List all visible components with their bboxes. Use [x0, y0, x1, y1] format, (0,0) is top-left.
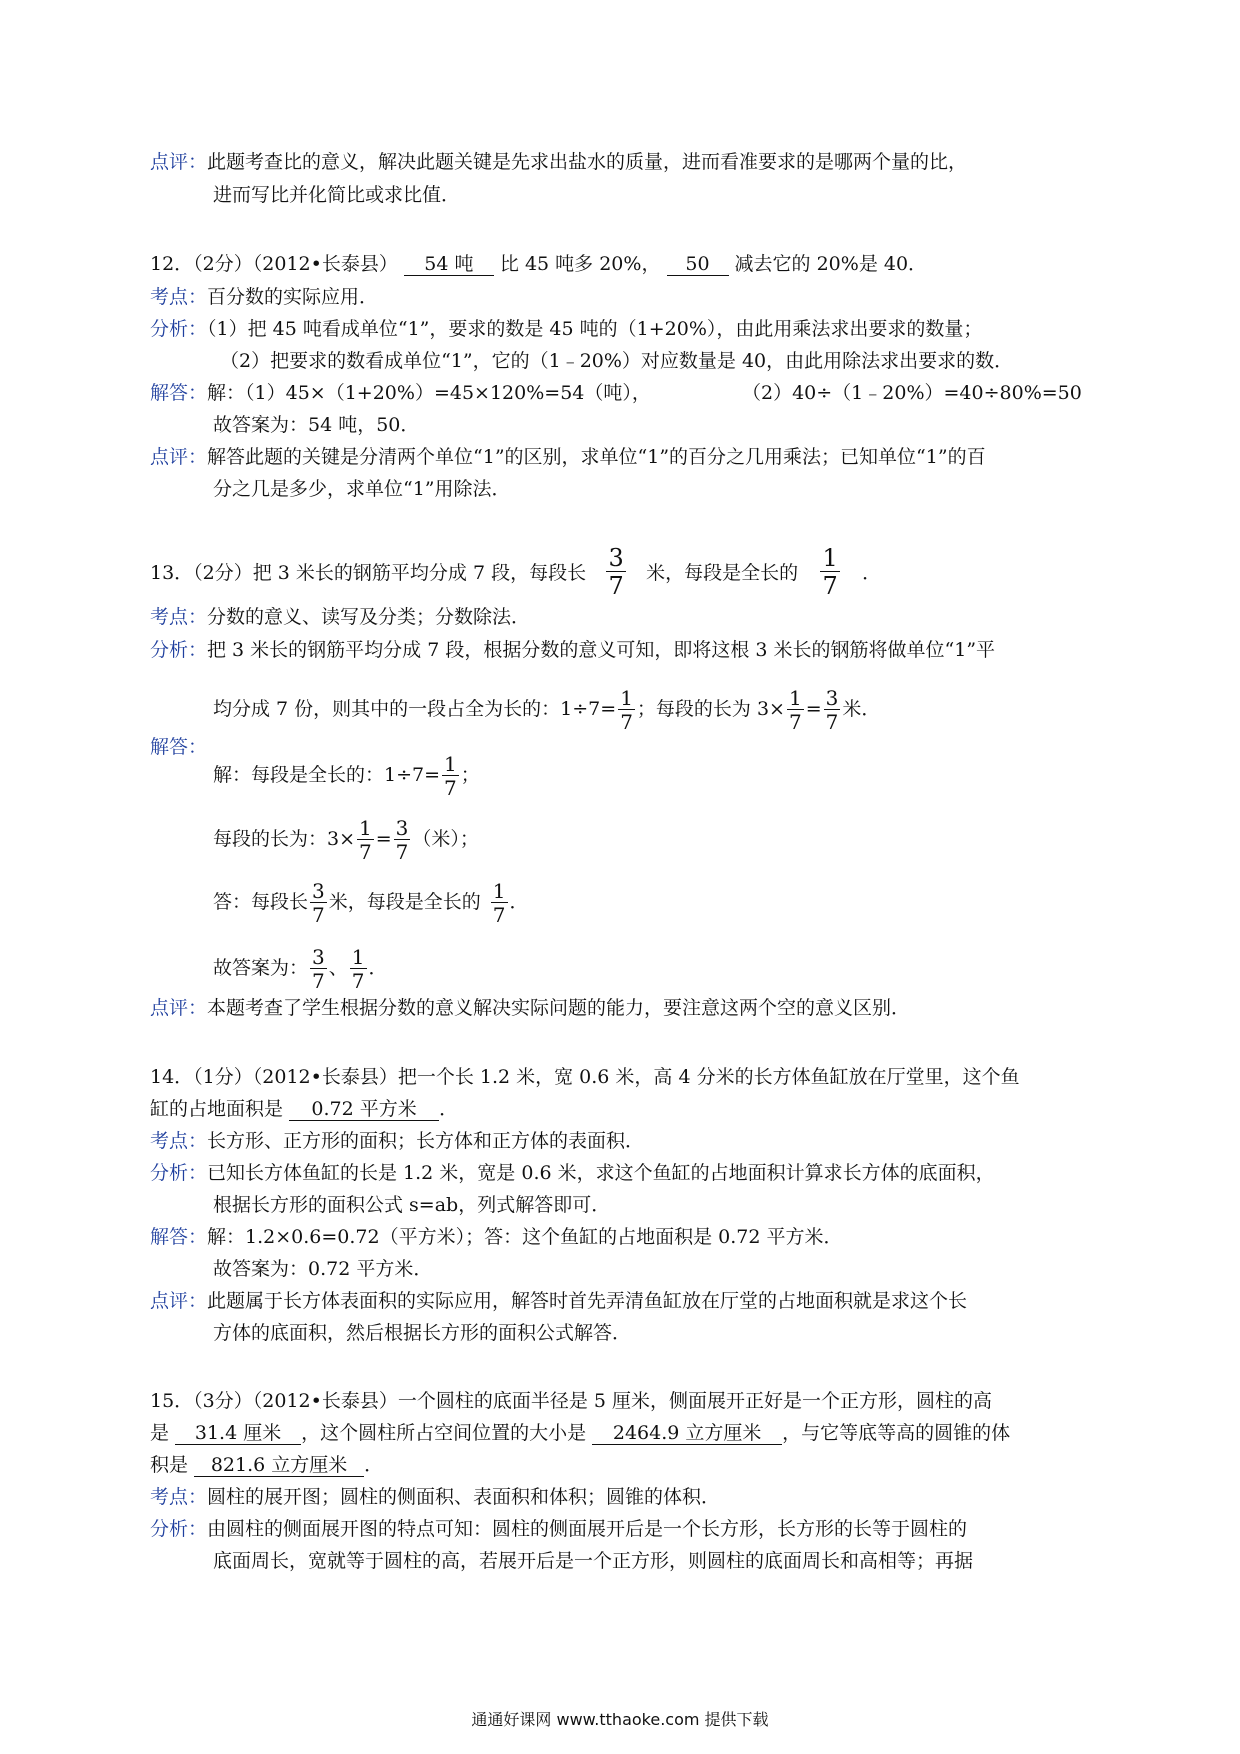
answer-text: ． — [509, 891, 529, 913]
q12-blank-2: 50 — [667, 253, 729, 276]
answer-label: 解答： — [150, 382, 208, 404]
review-label: 点评： — [150, 1290, 208, 1312]
q14-review-2: 方体的底面积，然后根据长方形的面积公式解答． — [213, 1322, 632, 1344]
analysis-text: 把 3 米长的钢筋平均分成 7 段，根据分数的意义可知，即将这根 3 米长的钢筋将做单位“1”平 — [207, 639, 996, 661]
topic-text: 百分数的实际应用． — [207, 286, 379, 308]
fraction: $\frac{3}{7}$ — [312, 945, 325, 993]
topic-label: 考点： — [150, 1486, 208, 1508]
p11-review-line2: 进而写比并化简比或求比值． — [213, 184, 461, 206]
answer-label: 解答： — [150, 736, 208, 758]
analysis-text: = — [805, 698, 822, 720]
q12-prefix: 12．（2分）（2012•长泰县） — [150, 253, 398, 275]
q13-answer-4 — [213, 947, 388, 991]
fraction: $\frac{1}{7}$ — [492, 879, 506, 927]
q14-answer-2: 故答案为：0.72 平方米． — [213, 1258, 433, 1280]
review-text: 解答此题的关键是分清两个单位“1”的区别，求单位“1”的百分之几用乘法；已知单位“1”的百 — [207, 446, 986, 468]
analysis-text: 已知长方体鱼缸的长是 1.2 米，宽是 0.6 米，求这个鱼缸的占地面积计算求长方体的底面积， — [207, 1162, 995, 1184]
q13-question — [150, 544, 882, 600]
q14-analysis-1 — [150, 1161, 995, 1185]
topic-text: 分数的意义、读写及分类；分数除法． — [207, 606, 531, 628]
q13-answer-1 — [213, 754, 480, 798]
answer-text: ； — [460, 764, 480, 786]
review-label: 点评： — [150, 446, 208, 468]
page-footer: 通通好课网 www.tthaoke.com 提供下载 — [471, 1710, 769, 1729]
analysis-label: 分析： — [150, 1162, 208, 1184]
review-text: 此题考查比的意义，解决此题关键是先求出盐水的质量，进而看准要求的是哪两个量的比， — [207, 151, 968, 173]
q12-answer-1b: （2）40÷（1﹣20%）=40÷80%=50 — [742, 382, 1082, 404]
q14-review-1 — [150, 1289, 967, 1313]
q13-end: ． — [862, 562, 882, 584]
topic-text: 圆柱的展开图；圆柱的侧面积、表面积和体积；圆锥的体积． — [207, 1486, 721, 1508]
answer-text: （米）； — [412, 828, 479, 850]
q14-blank: 0.72 平方米 — [289, 1098, 439, 1121]
analysis-label: 分析： — [150, 1518, 208, 1540]
analysis-text: ；每段的长为 3× — [636, 698, 785, 720]
analysis-text: （1）把 45 吨看成单位“1”，要求的数是 45 吨的（1+20%），由此用乘法求出要求的数量； — [207, 318, 983, 340]
q12-topic — [150, 285, 378, 309]
answer-text: ． — [368, 957, 388, 979]
topic-label: 考点： — [150, 286, 208, 308]
q14-topic — [150, 1129, 644, 1153]
q15-question-2 — [150, 1421, 1010, 1445]
q15-topic — [150, 1485, 720, 1509]
q13-prefix: 13．（2分）把 3 米长的钢筋平均分成 7 段，每段长 — [150, 562, 587, 584]
review-label: 点评： — [150, 997, 208, 1019]
fraction: $\frac{1}{7}$ — [351, 945, 365, 993]
answer-text: = — [375, 828, 392, 850]
q15-analysis-1 — [150, 1517, 967, 1541]
q13-analysis-1 — [150, 638, 995, 662]
q14-question-2 — [150, 1097, 458, 1121]
q13-answer-label — [150, 735, 207, 759]
q12-review-2: 分之几是多少，求单位“1”用除法． — [213, 478, 511, 500]
fraction: $\frac{3}{7}$ — [395, 816, 409, 864]
q15-text: ． — [364, 1454, 384, 1476]
q14-analysis-2: 根据长方形的面积公式 s=ab，列式解答即可． — [213, 1194, 611, 1216]
q12-review-1 — [150, 445, 986, 469]
q13-analysis-2 — [213, 688, 880, 732]
analysis-label: 分析： — [150, 639, 208, 661]
analysis-label: 分析： — [150, 318, 208, 340]
q13-answer-2 — [213, 818, 479, 862]
review-text: 此题属于长方体表面积的实际应用，解答时首先弄清鱼缸放在厅堂的占地面积就是求这个长 — [207, 1290, 968, 1312]
fraction: $\frac{1}{7}$ — [822, 544, 838, 600]
q15-analysis-2: 底面周长，宽就等于圆柱的高，若展开后是一个正方形，则圆柱的底面周长和高相等；再据 — [213, 1550, 974, 1572]
q12-answer-2: 故答案为：54 吨，50． — [213, 414, 420, 436]
answer-text: 解：1.2×0.6=0.72（平方米）；答：这个鱼缸的占地面积是 0.72 平方米． — [207, 1226, 843, 1248]
topic-label: 考点： — [150, 606, 208, 628]
q15-question-1: 15．（3分）（2012•长泰县）一个圆柱的底面半径是 5 厘米，侧面展开正好是一个正方形，圆柱的高 — [150, 1390, 992, 1412]
q15-blank-1: 31.4 厘米 — [175, 1422, 301, 1445]
fraction: $\frac{3}{7}$ — [825, 686, 839, 734]
q14-question-1: 14．（1分）（2012•长泰县）把一个长 1.2 米，宽 0.6 米，高 4 分米的长方体鱼缸放在厅堂里，这个鱼 — [150, 1066, 1020, 1088]
fraction: $\frac{1}{7}$ — [788, 686, 802, 734]
q12-answer-1 — [150, 381, 651, 405]
q13-mid: 米，每段是全长的 — [646, 562, 799, 584]
q15-text: ，与它等底等高的圆锥的体 — [782, 1422, 1011, 1444]
answer-text: 故答案为： — [213, 957, 309, 979]
q12-analysis-1 — [150, 317, 982, 341]
q15-text: 是 — [150, 1422, 170, 1444]
answer-text: 、 — [328, 957, 348, 979]
review-text: 本题考查了学生根据分数的意义解决实际问题的能力，要注意这两个空的意义区别． — [207, 997, 911, 1019]
topic-text: 长方形、正方形的面积；长方体和正方体的表面积． — [207, 1130, 645, 1152]
q15-question-3 — [150, 1453, 383, 1477]
q13-topic — [150, 605, 530, 629]
q12-mid-2: 减去它的 20%是 40． — [734, 253, 928, 275]
answer-text-a: 解：（1）45×（1+20%）=45×120%=54（吨）， — [207, 382, 651, 404]
answer-label: 解答： — [150, 1226, 208, 1248]
q14-text: ． — [439, 1098, 459, 1120]
q13-review — [150, 996, 910, 1020]
q15-blank-3: 821.6 立方厘米 — [194, 1454, 364, 1477]
q15-blank-2: 2464.9 立方厘米 — [592, 1422, 782, 1445]
q14-text: 缸的占地面积是 — [150, 1098, 284, 1120]
analysis-text: 均分成 7 份，则其中的一段占全为长的：1÷7= — [213, 698, 617, 720]
q14-answer-1 — [150, 1225, 842, 1249]
fraction: $\frac{1}{7}$ — [359, 816, 372, 864]
q13-blank-2 — [798, 544, 862, 600]
q12-analysis-2: （2）把要求的数看成单位“1”，它的（1﹣20%）对应数量是 40，由此用除法求出要求的数． — [220, 350, 1014, 372]
answer-text: 每段的长为：3× — [213, 828, 356, 850]
q15-text: 积是 — [150, 1454, 189, 1476]
fraction: $\frac{3}{7}$ — [312, 879, 325, 927]
answer-text: 解：每段是全长的：1÷7= — [213, 764, 441, 786]
review-label: 点评： — [150, 151, 208, 173]
fraction: $\frac{3}{7}$ — [608, 544, 624, 600]
q13-blank-1 — [586, 544, 646, 600]
q12-question — [150, 252, 927, 276]
fraction: $\frac{1}{7}$ — [444, 752, 457, 800]
topic-label: 考点： — [150, 1130, 208, 1152]
analysis-text: 米． — [842, 698, 881, 720]
answer-text: 答：每段长 — [213, 891, 309, 913]
q15-text: ，这个圆柱所占空间位置的大小是 — [301, 1422, 587, 1444]
analysis-text: 由圆柱的侧面展开图的特点可知：圆柱的侧面展开后是一个长方形，长方形的长等于圆柱的 — [207, 1518, 968, 1540]
q12-blank-1: 54 吨 — [404, 253, 494, 276]
fraction: $\frac{1}{7}$ — [620, 686, 633, 734]
q12-mid-1: 比 45 吨多 20%， — [499, 253, 661, 275]
p11-review-line1 — [150, 150, 967, 174]
q13-answer-3 — [213, 881, 529, 925]
answer-text: 米，每段是全长的 — [328, 891, 481, 913]
